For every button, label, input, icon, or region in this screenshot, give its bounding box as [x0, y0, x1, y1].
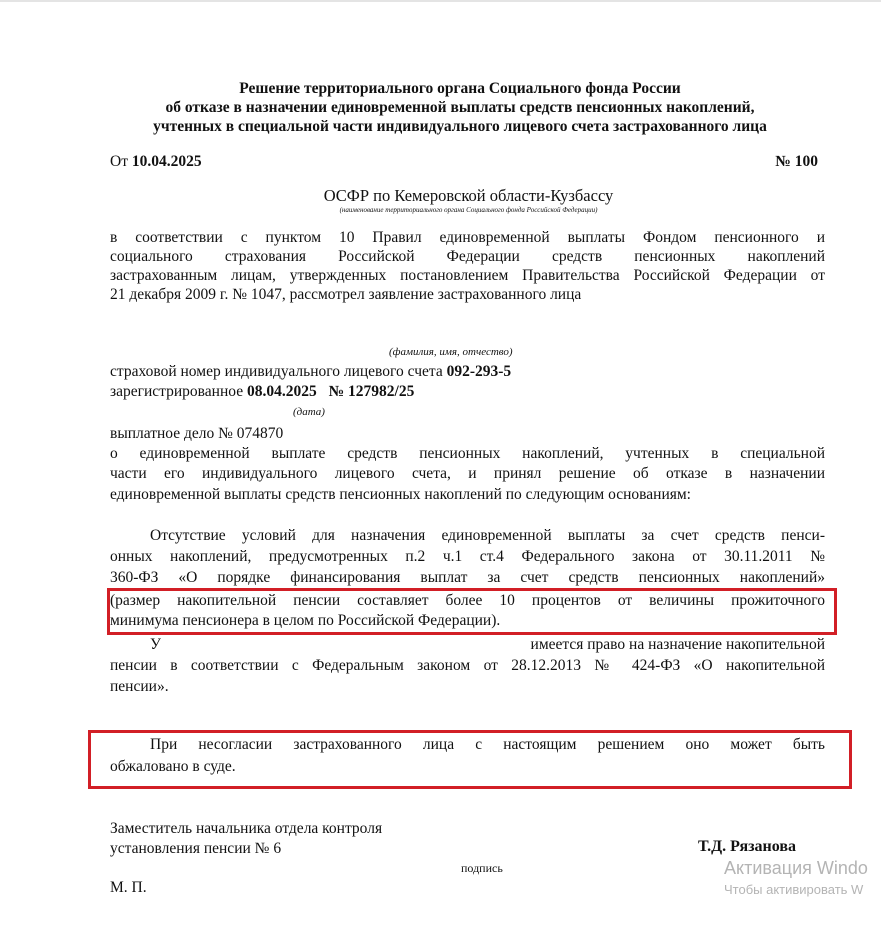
reason-line-3: 360-ФЗ «О порядке финансирования выплат за счет средств пенсионных накоплений»: [110, 569, 825, 586]
date-caption: (дата): [293, 406, 325, 418]
decision-number: № 100: [775, 153, 818, 170]
right-line-2: пенсии в соответствии с Федеральным законом от 28.12.2013 № 424-ФЗ «О накопительной: [110, 657, 825, 674]
decision-date: [110, 153, 202, 171]
intro-line-4: 21 декабря 2009 г. № 1047, рассмотрел заявление застрахованного лица: [110, 286, 582, 303]
intro-line-1: в соответствии с пунктом 10 Правил единовременной выплаты Фондом пенсионного и: [110, 229, 825, 246]
right-line-1-start: У: [150, 636, 161, 653]
signature-caption: подпись: [461, 861, 503, 875]
right-line-1-rest: имеется право на назначение накопительной: [530, 636, 825, 653]
payment-case: выплатное дело № 074870: [110, 425, 284, 442]
fio-caption: (фамилия, имя, отчество): [389, 346, 513, 358]
body-line-1: о единовременной выплате средств пенсионных накоплений, учтенных в специальной: [110, 445, 825, 462]
account-number: 092-293-5: [446, 363, 512, 380]
right-line-3: пенсии».: [110, 678, 169, 695]
top-border: [0, 0, 881, 2]
body-line-2: части его индивидуального лицевого счета, и принял решение об отказе в назначении: [110, 465, 825, 482]
stamp-place: М. П.: [110, 879, 147, 896]
account-label: страховой номер индивидуального лицевого счета: [110, 363, 443, 380]
body-line-3: единовременной выплаты средств пенсионных накоплений по следующим основаниям:: [110, 486, 691, 503]
registered-label: зарегистрированное: [110, 383, 244, 400]
organ-name: ОСФР по Кемеровской области-Кузбассу: [323, 186, 614, 205]
registered-line: [110, 383, 414, 401]
account-line: [110, 363, 511, 381]
title-line-2: об отказе в назначении единовременной выплаты средств пенсионных накоплений,: [165, 99, 755, 116]
registered-number: № 127982/25: [328, 383, 415, 400]
registered-date: 08.04.2025: [246, 383, 317, 400]
signer-position-1: Заместитель начальника отдела контроля: [110, 820, 383, 837]
intro-line-3: застрахованным лицам, утвержденных постановлением Правительства Российской Федерации от: [110, 267, 825, 284]
reason-line-2: онных накоплений, предусмотренных п.2 ч.1 ст.4 Федерального закона от 30.11.2011 №: [110, 548, 825, 565]
title-line-3: учтенных в специальной части индивидуального лицевого счета застрахованного лица: [153, 118, 767, 135]
activation-watermark-title: Активация Windo: [724, 858, 868, 878]
organ-caption: (наименование территориального органа Социального фонда Российской Федерации): [339, 206, 598, 214]
reason-line-5: минимума пенсионера в целом по Российской Федерации).: [110, 612, 501, 629]
date-label: От: [110, 153, 128, 170]
reason-line-4: (размер накопительной пенсии составляет более 10 процентов от величины прожиточного: [110, 592, 825, 609]
appeal-line-1: При несогласии застрахованного лица с настоящим решением оно может быть: [150, 736, 825, 753]
reason-line-1: Отсутствие условий для назначения единовременной выплаты за счет средств пенси-: [150, 527, 825, 544]
appeal-line-2: обжаловано в суде.: [110, 758, 236, 775]
intro-line-2: социального страхования Российской Федерации средств пенсионных накоплений: [110, 248, 825, 265]
title-line-1: Решение территориального органа Социального фонда России: [239, 80, 681, 97]
date-value: 10.04.2025: [131, 153, 202, 170]
activation-watermark-subtitle: Чтобы активировать W: [724, 882, 864, 897]
signer-position-2: установления пенсии № 6: [110, 840, 282, 857]
signer-name: Т.Д. Рязанова: [698, 838, 796, 855]
